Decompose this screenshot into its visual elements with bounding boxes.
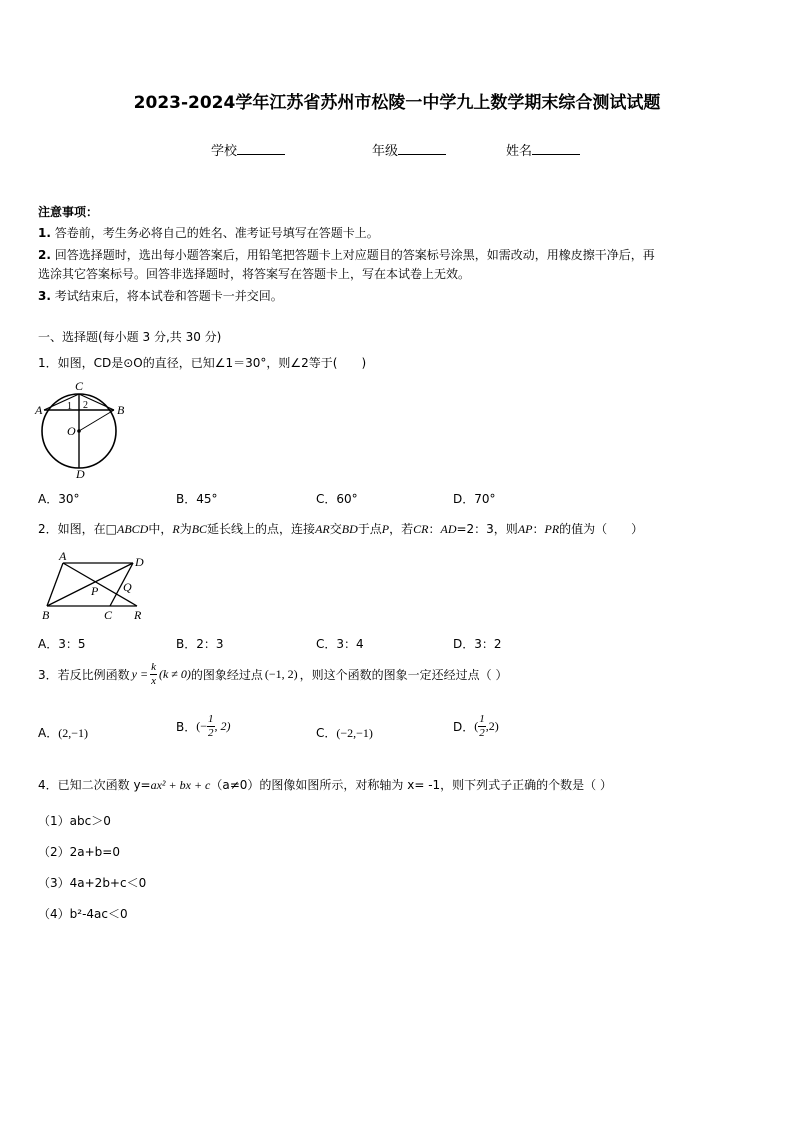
label-q: Q [123, 580, 132, 594]
q4-item-3: （3）4a+2b+c＜0 [38, 876, 147, 890]
label-p: P [91, 584, 99, 598]
center-dot [77, 429, 81, 433]
label-c: C [104, 608, 113, 622]
q3-option-a-value: (2,−1) [58, 726, 88, 740]
school-blank [237, 142, 285, 155]
q1-stem: 1．如图，CD是⊙O的直径，已知∠1＝30°，则∠2等于( ) [38, 356, 367, 370]
note-1-number: 1. [38, 226, 51, 240]
q2-option-b: B．2：3 [176, 637, 224, 651]
q3-condition: (k ≠ 0) [158, 667, 191, 681]
note-3 [38, 287, 283, 304]
label-c: C [75, 379, 84, 393]
q1-option-d: D．70° [453, 492, 496, 506]
notes-heading: 注意事项： [38, 205, 99, 219]
q2-text-7: 延长线上的点，连接 [207, 522, 316, 536]
note-1-text: 答卷前，考生务必将自己的姓名、准考证号填写在答题卡上。 [54, 226, 379, 240]
q3-option-d-fraction [478, 714, 486, 739]
q2-bd: BD [341, 522, 358, 536]
q3-mid: 的图象经过点 [190, 668, 263, 682]
q3-option-b [176, 714, 231, 739]
name-field [506, 140, 580, 159]
q2-r: R [172, 522, 180, 536]
q3-post: ，则这个函数的图象一定还经过点（ ） [299, 668, 508, 682]
q2-text-15: ： [428, 522, 441, 536]
grade-blank [398, 142, 446, 155]
q3-option-b-den: 2 [208, 727, 214, 739]
q3-option-b-label: B． [176, 720, 197, 734]
q2-text-1: 2．如图，在□ [38, 522, 117, 536]
q3-option-b-num: 1 [208, 713, 214, 725]
note-2-number: 2. [38, 248, 51, 262]
q3-option-a-label: A． [38, 726, 59, 740]
q3-option-d-label: D． [453, 720, 475, 734]
q4-stem [38, 776, 612, 793]
name-blank [532, 142, 580, 155]
q3-option-c [316, 724, 373, 741]
q2-text-9: 交 [329, 522, 342, 536]
q3-option-d [453, 714, 499, 739]
q2-text-21: 的值为（ ） [559, 522, 644, 536]
q3-option-a [38, 724, 88, 741]
segment-ac [44, 394, 79, 410]
q4-pre: 4．已知二次函数 y= [38, 778, 151, 792]
q3-option-c-label: C． [316, 726, 337, 740]
note-3-text: 考试结束后，将本试卷和答题卡一并交回。 [54, 289, 283, 303]
label-d: D [135, 555, 144, 569]
q3-option-b-post: , 2) [214, 719, 231, 733]
name-label: 姓名 [506, 144, 533, 159]
grade-field [372, 140, 446, 159]
angle-1-label: 1 [67, 401, 72, 412]
q3-option-d-post: ,2) [485, 719, 499, 733]
note-2-line-1 [38, 246, 655, 263]
q2-option-c: C．3：4 [316, 637, 364, 651]
q3-option-c-value: (−2,−1) [336, 726, 373, 740]
q2-cr: CR [413, 522, 429, 536]
q3-point: (−1, 2) [264, 667, 298, 681]
q2-parallelogram-figure [36, 548, 156, 624]
school-field [211, 140, 285, 159]
note-1 [38, 224, 379, 241]
q2-ar: AR [315, 522, 330, 536]
diagonal-bd [47, 563, 133, 606]
q4-post: （a≠0）的图像如图所示，对称轴为 x= -1，则下列式子正确的个数是（ ） [210, 778, 613, 792]
q1-circle-figure [34, 378, 134, 480]
q4-expression: ax² + bx + c [150, 778, 211, 792]
section-heading: 一、选择题(每小题 3 分,共 30 分) [38, 330, 222, 344]
label-r: R [134, 608, 142, 622]
q3-option-d-den: 2 [479, 727, 485, 739]
q2-text-5: 为 [179, 522, 192, 536]
q3-option-d-num: 1 [479, 713, 485, 725]
label-d: D [76, 467, 85, 480]
q1-option-a: A．30° [38, 492, 80, 506]
q2-p: P [381, 522, 390, 536]
q2-pr: PR [544, 522, 560, 536]
q3-frac-den: x [151, 675, 156, 687]
school-label: 学校 [211, 144, 238, 159]
angle-2-label: 2 [83, 400, 88, 411]
q4-item-4: （4）b²-4ac＜0 [38, 907, 128, 921]
q2-option-a: A．3：5 [38, 637, 86, 651]
q3-stem [38, 662, 507, 687]
q3-option-d-pre: ( [474, 719, 479, 733]
label-o: O [67, 424, 76, 438]
segment-ob [79, 410, 114, 431]
label-b: B [42, 608, 50, 622]
label-a: A [35, 403, 43, 417]
q3-option-b-fraction [207, 714, 215, 739]
q2-text-17: =2：3，则 [456, 522, 518, 536]
q4-item-2: （2）2a+b=0 [38, 845, 120, 859]
q2-abcd: ABCD [116, 522, 149, 536]
q2-stem [38, 520, 643, 537]
q2-ad: AD [440, 522, 457, 536]
q2-text-3: 中， [148, 522, 173, 536]
q3-option-b-pre: (− [196, 719, 207, 733]
q1-option-b: B．45° [176, 492, 218, 506]
note-2-line-2: 选涂其它答案标号。回答非选择题时，将答案写在答题卡上，写在本试卷上无效。 [38, 267, 471, 281]
note-2-text: 回答选择题时，选出每小题答案后，用铅笔把答题卡上对应题目的答案标号涂黑，如需改动，用橡皮擦干净后，再 [54, 248, 655, 262]
label-a: A [59, 549, 67, 563]
q4-item-1: （1）abc＞0 [38, 814, 111, 828]
q3-frac-num: k [151, 661, 156, 673]
q3-pre: 3．若反比例函数 [38, 668, 130, 682]
q1-option-c: C．60° [316, 492, 358, 506]
q2-text-11: 于点 [357, 522, 382, 536]
q2-option-d: D．3：2 [453, 637, 502, 651]
grade-label: 年级 [372, 144, 399, 159]
note-3-number: 3. [38, 289, 51, 303]
q3-y-eq: y = [131, 667, 149, 681]
page-title: 2023-2024学年江苏省苏州市松陵一中学九上数学期末综合测试试题 [133, 93, 661, 113]
q2-text-19: ： [532, 522, 545, 536]
q2-text-13: ，若 [389, 522, 414, 536]
q3-fraction [150, 662, 157, 687]
q2-ap: AP [517, 522, 533, 536]
q2-bc: BC [191, 522, 208, 536]
label-b: B [117, 403, 125, 417]
